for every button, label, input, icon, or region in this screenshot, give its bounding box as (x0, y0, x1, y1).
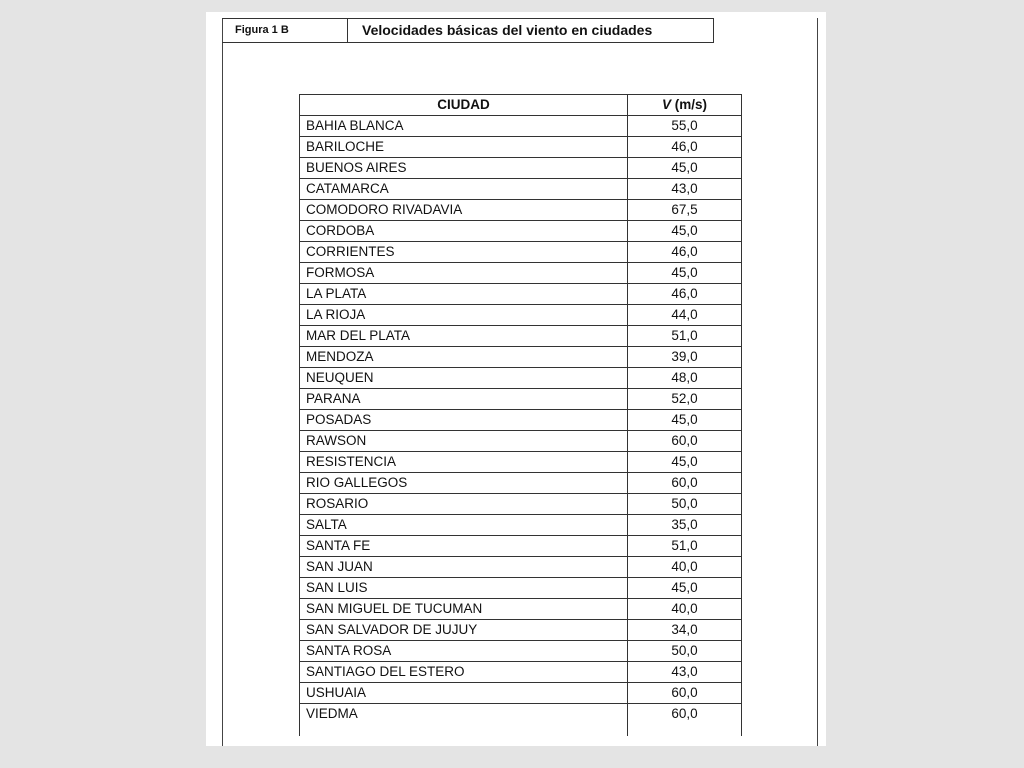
velocity-cell: 60,0 (628, 431, 742, 452)
city-cell: CORDOBA (300, 221, 628, 242)
page-frame-right-border (817, 18, 818, 746)
city-cell: USHUAIA (300, 683, 628, 704)
column-header-city: CIUDAD (300, 95, 628, 116)
city-cell: CATAMARCA (300, 179, 628, 200)
velocity-cell: 43,0 (628, 179, 742, 200)
table-row (300, 536, 742, 557)
velocity-cell: 46,0 (628, 137, 742, 158)
table-row (300, 326, 742, 347)
city-cell: FORMOSA (300, 263, 628, 284)
city-cell: SAN MIGUEL DE TUCUMAN (300, 599, 628, 620)
table-row (300, 620, 742, 641)
city-cell: MAR DEL PLATA (300, 326, 628, 347)
city-cell: SANTA ROSA (300, 641, 628, 662)
table-row (300, 473, 742, 494)
city-cell: BARILOCHE (300, 137, 628, 158)
velocity-cell: 52,0 (628, 389, 742, 410)
table-row (300, 410, 742, 431)
velocity-cell: 40,0 (628, 599, 742, 620)
table-row (300, 200, 742, 221)
velocity-cell: 48,0 (628, 368, 742, 389)
velocity-cell: 51,0 (628, 326, 742, 347)
column-header-velocity (628, 95, 742, 116)
city-cell: RIO GALLEGOS (300, 473, 628, 494)
velocity-cell: 45,0 (628, 578, 742, 599)
velocity-cell: 45,0 (628, 452, 742, 473)
city-cell: MENDOZA (300, 347, 628, 368)
table-row (300, 599, 742, 620)
table-row (300, 662, 742, 683)
table-row (300, 221, 742, 242)
city-cell: SAN LUIS (300, 578, 628, 599)
table-row (300, 368, 742, 389)
velocity-cell: 50,0 (628, 494, 742, 515)
city-cell: CORRIENTES (300, 242, 628, 263)
velocity-cell: 46,0 (628, 284, 742, 305)
table-row (300, 263, 742, 284)
table-row (300, 179, 742, 200)
velocity-cell: 50,0 (628, 641, 742, 662)
table-body (300, 116, 742, 737)
velocity-cell: 60,0 (628, 704, 742, 737)
city-cell: SANTIAGO DEL ESTERO (300, 662, 628, 683)
wind-speed-table (299, 94, 742, 736)
city-cell: SALTA (300, 515, 628, 536)
figure-label: Figura 1 B (222, 18, 347, 43)
city-cell: SAN JUAN (300, 557, 628, 578)
velocity-cell: 45,0 (628, 263, 742, 284)
velocity-cell: 45,0 (628, 410, 742, 431)
table-row (300, 494, 742, 515)
table-row (300, 683, 742, 704)
velocity-cell: 60,0 (628, 683, 742, 704)
table-header-row (300, 95, 742, 116)
table-row (300, 305, 742, 326)
table-row (300, 284, 742, 305)
velocity-cell: 55,0 (628, 116, 742, 137)
city-cell: POSADAS (300, 410, 628, 431)
figure-title: Velocidades básicas del viento en ciudades (347, 18, 714, 43)
table-row (300, 389, 742, 410)
velocity-cell: 39,0 (628, 347, 742, 368)
velocity-unit: (m/s) (671, 97, 708, 112)
table-row (300, 452, 742, 473)
city-cell: VIEDMA (300, 704, 628, 737)
table-row (300, 242, 742, 263)
velocity-cell: 35,0 (628, 515, 742, 536)
velocity-cell: 44,0 (628, 305, 742, 326)
table-row (300, 704, 742, 737)
city-cell: BAHIA BLANCA (300, 116, 628, 137)
city-cell: RAWSON (300, 431, 628, 452)
city-cell: RESISTENCIA (300, 452, 628, 473)
velocity-cell: 60,0 (628, 473, 742, 494)
city-cell: NEUQUEN (300, 368, 628, 389)
city-cell: ROSARIO (300, 494, 628, 515)
table-row (300, 347, 742, 368)
city-cell: LA PLATA (300, 284, 628, 305)
velocity-cell: 67,5 (628, 200, 742, 221)
velocity-cell: 40,0 (628, 557, 742, 578)
table-row (300, 116, 742, 137)
city-cell: PARANA (300, 389, 628, 410)
city-cell: COMODORO RIVADAVIA (300, 200, 628, 221)
velocity-cell: 34,0 (628, 620, 742, 641)
velocity-cell: 45,0 (628, 158, 742, 179)
city-cell: LA RIOJA (300, 305, 628, 326)
city-cell: SAN SALVADOR DE JUJUY (300, 620, 628, 641)
city-cell: BUENOS AIRES (300, 158, 628, 179)
table-row (300, 431, 742, 452)
velocity-cell: 46,0 (628, 242, 742, 263)
table-row (300, 158, 742, 179)
table-row (300, 641, 742, 662)
document-page (206, 12, 826, 746)
velocity-cell: 43,0 (628, 662, 742, 683)
velocity-cell: 51,0 (628, 536, 742, 557)
table-row (300, 515, 742, 536)
velocity-symbol: V (661, 97, 671, 112)
table-row (300, 578, 742, 599)
page-frame-left-border (222, 18, 223, 746)
city-cell: SANTA FE (300, 536, 628, 557)
table-row (300, 137, 742, 158)
table-row (300, 557, 742, 578)
velocity-cell: 45,0 (628, 221, 742, 242)
figure-header (222, 18, 714, 43)
